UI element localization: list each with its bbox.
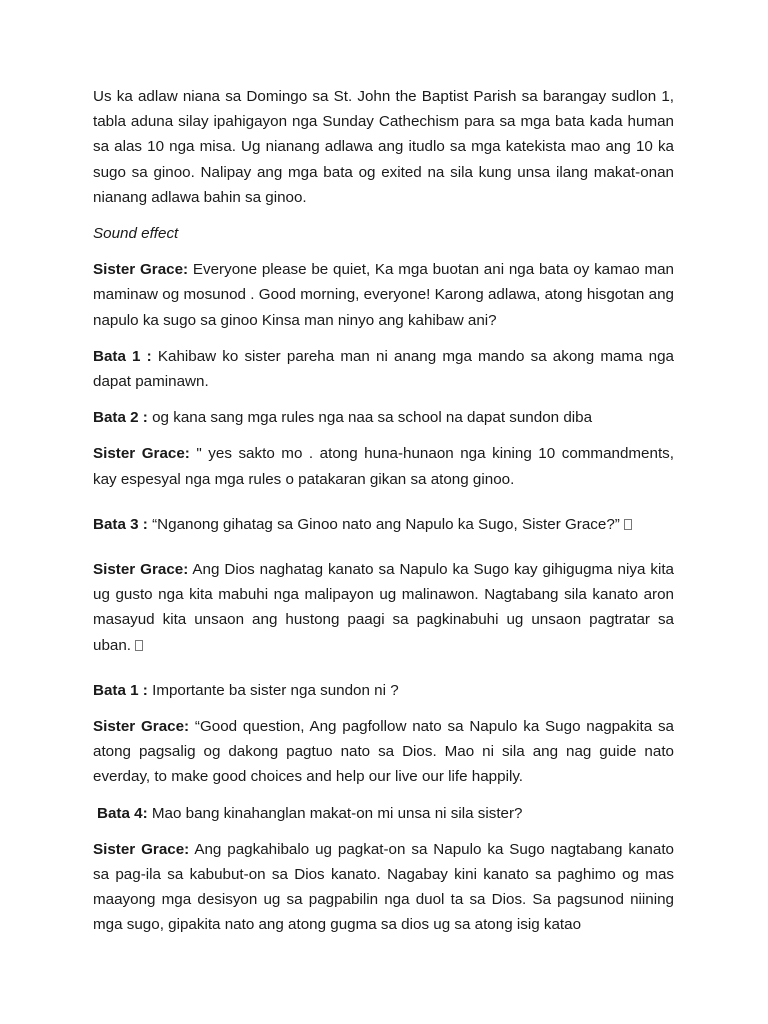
dialogue-line: [93, 557, 674, 658]
speaker-name: Sister Grace:: [93, 718, 190, 736]
speaker-name: Sister Grace:: [93, 445, 190, 463]
dialogue-line: [93, 714, 674, 790]
dialogue-line: [93, 678, 674, 703]
dialogue-text: Kahibaw ko sister pareha man ni anang mga mando sa akong mama nga dapat paminawn.: [93, 347, 674, 391]
dialogue-line: [93, 837, 674, 938]
speaker-name: Sister Grace:: [93, 261, 189, 279]
dialogue-text: “Nganong gihatag sa Ginoo nato ang Napulo ka Sugo, Sister Grace?”: [152, 515, 620, 533]
dialogue-line: [93, 257, 674, 333]
dialogue-text: Importante ba sister nga sundon ni ?: [152, 681, 399, 699]
speaker-name: Bata 2 :: [93, 409, 148, 427]
speaker-name: Bata 3 :: [93, 515, 148, 533]
dialogue-line: [93, 441, 674, 491]
dialogue-text: Ang Dios naghatag kanato sa Napulo ka Sugo kay gihigugma niya kita ug gusto nga kita mabuhi nga malipayon ug malinawon. Nagtabang sila kanato aron masayud kita unsaon ang hustong paagi sa pagkinabuhi ug unsaon pagtratar sa uban.: [93, 561, 674, 654]
dialogue-text: " yes sakto mo . atong huna-hunaon nga kining 10 commandments, kay espesyal nga mga rules o patakaran gikan sa atong ginoo.: [93, 445, 674, 488]
speaker-name: Bata 1 :: [93, 347, 152, 365]
dialogue-line: [93, 801, 674, 826]
speaker-name: Bata 4:: [97, 804, 148, 822]
missing-glyph-icon: [624, 519, 632, 530]
dialogue-line: [93, 512, 674, 537]
sound-effect-cue: Sound effect: [93, 225, 179, 243]
document-page: [93, 84, 674, 949]
dialogue-line: [93, 405, 674, 430]
speaker-name: Sister Grace:: [93, 561, 189, 579]
speaker-name: Sister Grace:: [93, 840, 190, 858]
dialogue-text: og kana sang mga rules nga naa sa school na dapat sundon diba: [152, 409, 593, 427]
dialogue-line: [93, 344, 674, 394]
dialogue-text: “Good question, Ang pagfollow nato sa Napulo ka Sugo nagpakita sa atong pagsalig og dakong pagtuo nato sa Dios. Mao ni sila ang nag guide nato everday, to make good choices and help our live our life happily.: [93, 718, 674, 786]
speaker-name: Bata 1 :: [93, 681, 148, 699]
intro-paragraph: Us ka adlaw niana sa Domingo sa St. John the Baptist Parish sa barangay sudlon 1, tabla aduna silay ipahigayon nga Sunday Cathechism para sa mga bata kada human sa alas 10 nga misa. Ug nianang adlawa ang itudlo sa mga katekista mao ang 10 ka sugo sa ginoo. Nalipay ang mga bata og exited na sila kung unsa ilang makat-onan nianang adlawa bahin sa ginoo.: [93, 88, 674, 206]
missing-glyph-icon: [135, 640, 143, 651]
dialogue-text: Ang pagkahibalo ug pagkat-on sa Napulo ka Sugo nagtabang kanato sa pag-ila sa kabubut-on sa Dios kanato. Nagabay kini kanato sa paghimo og mas maayong mga desisyon ug sa pagpabilin nga duol ta sa Dios. Sa pagsunod niining mga sugo, gipakita nato ang atong gugma sa dios ug sa atong isig katao: [93, 840, 674, 934]
dialogue-text: Mao bang kinahanglan makat-on mi unsa ni sila sister?: [151, 804, 523, 822]
dialogue-text: Everyone please be quiet, Ka mga buotan ani nga bata oy kamao man maminaw og mosunod . Good morning, everyone! Karong adlawa, atong hisgotan ang napulo ka sugo sa ginoo Kinsa man ninyo ang kahibaw ani?: [93, 261, 674, 329]
